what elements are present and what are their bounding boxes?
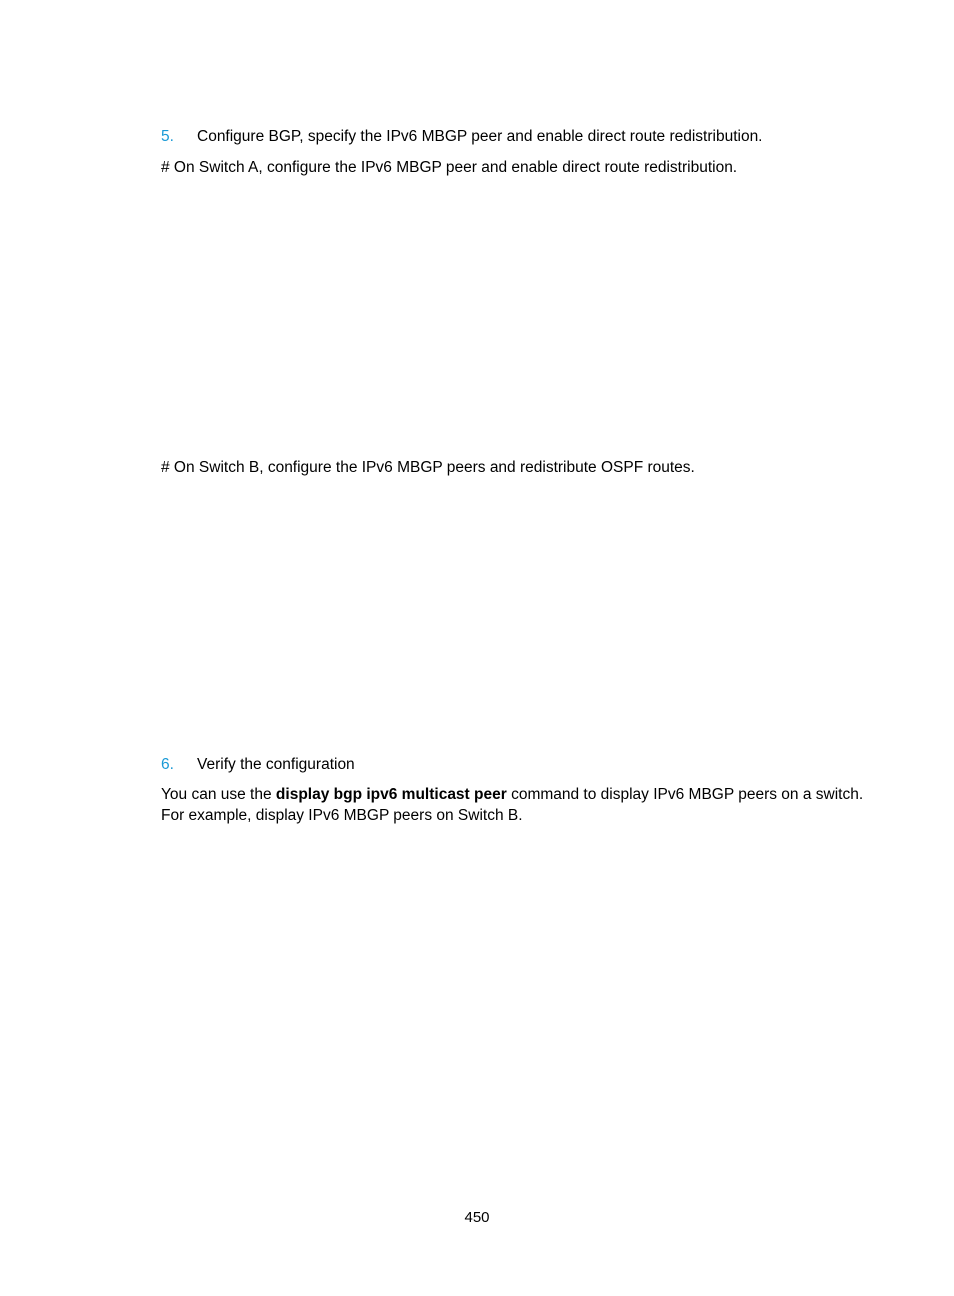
step-6-text: Verify the configuration (197, 756, 355, 773)
switch-a-comment: # On Switch A, configure the IPv6 MBGP peer and enable direct route redistribution. (161, 159, 738, 176)
step-6-number: 6. (161, 756, 174, 773)
step-5-text: Configure BGP, specify the IPv6 MBGP peer and enable direct route redistribution. (197, 128, 763, 145)
switch-b-comment: # On Switch B, configure the IPv6 MBGP peers and redistribute OSPF routes. (161, 459, 695, 476)
verify-paragraph-prefix: You can use the (161, 786, 276, 803)
verify-paragraph (161, 784, 871, 826)
command-name: display bgp ipv6 multicast peer (275, 786, 507, 803)
verify-paragraph-suffix: command to display IPv6 MBGP peers on a switch. For example, display IPv6 MBGP peers on Switch B. (161, 786, 864, 824)
page-number: 450 (464, 1209, 490, 1226)
step-5-number: 5. (161, 128, 174, 145)
